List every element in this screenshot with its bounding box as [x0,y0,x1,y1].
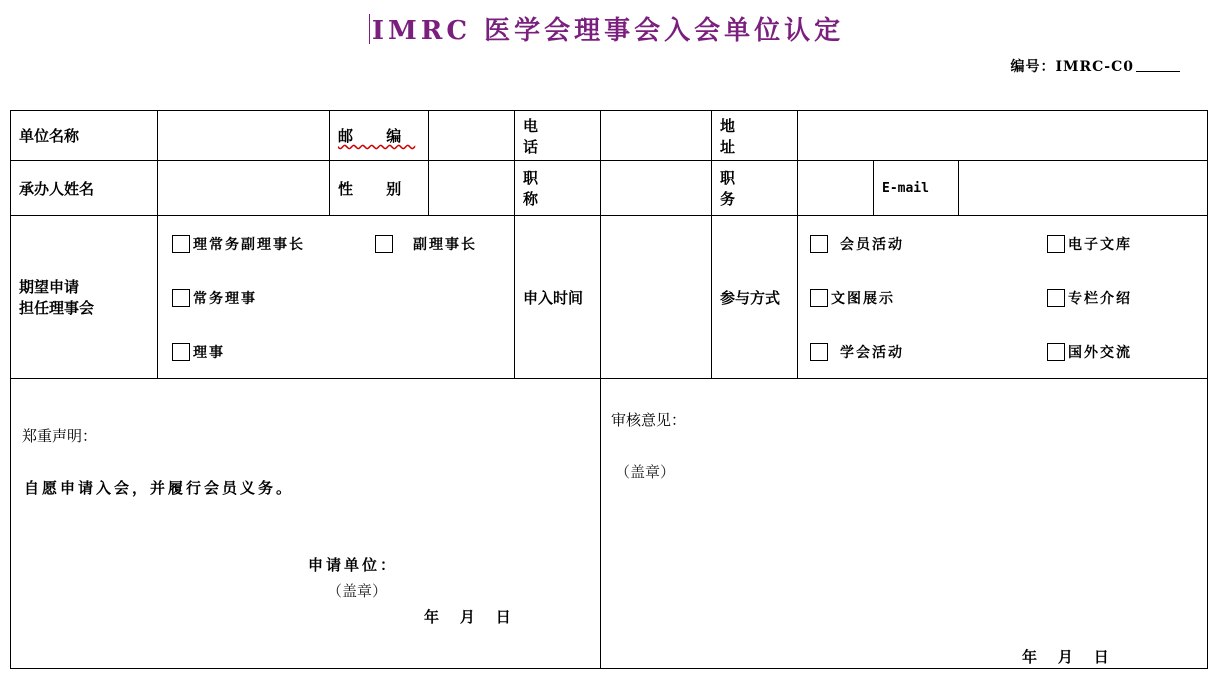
checkbox-vice-president[interactable] [375,235,393,253]
application-form-table [10,110,1208,669]
option-international-exchange-label: 国外交流 [1068,345,1132,361]
label-participation: 参与方式 [712,216,798,379]
checkbox-executive-vice-president[interactable] [172,235,190,253]
declaration-date: 年 月 日 [424,608,511,626]
checkbox-member-activities[interactable] [810,235,828,253]
option-exhibition-label: 文图展示 [831,291,895,307]
option-director[interactable] [172,342,225,362]
option-executive-vice-president[interactable] [172,234,305,254]
option-vice-president-label: 副理事长 [413,237,477,253]
label-postcode-text: 邮 编 [338,127,416,145]
option-international-exchange[interactable] [1047,342,1132,362]
label-address: 地 址 [712,111,798,161]
page-title [0,10,1213,47]
label-title-rank: 职 称 [515,161,601,216]
document-number-field[interactable] [1136,59,1180,72]
option-e-library[interactable] [1047,234,1132,254]
address-field[interactable] [798,111,1208,161]
unit-name-field[interactable] [158,111,330,161]
title-rank-field[interactable] [601,161,712,216]
review-date: 年 月 日 [1022,648,1109,666]
contact-name-field[interactable] [158,161,330,216]
label-email: E-mail [874,161,959,216]
checkbox-director[interactable] [172,343,190,361]
option-society-activities[interactable] [810,342,904,362]
option-member-activities-label: 会员活动 [840,237,904,253]
title-bar [369,14,370,44]
checkbox-international-exchange[interactable] [1047,343,1065,361]
review-heading: 审核意见： [611,411,687,429]
form-row-unit [11,111,1208,161]
option-exhibition[interactable] [810,288,895,308]
title-text: IMRC 医学会理事会入会单位认定 [371,16,845,46]
declaration-heading: 郑重声明： [22,427,98,445]
checkbox-standing-director[interactable] [172,289,190,307]
checkbox-e-library[interactable] [1047,235,1065,253]
checkbox-column-feature[interactable] [1047,289,1065,307]
label-position: 职 务 [712,161,798,216]
form-row-declaration [11,379,1208,669]
option-executive-vice-president-label: 理常务副理事长 [193,237,305,253]
document-number-label: 编号：IMRC-C0 [1010,59,1134,75]
document-number [1010,56,1180,76]
option-standing-director[interactable] [172,288,257,308]
label-contact-name: 承办人姓名 [11,161,158,216]
label-apply-time: 申入时间 [515,216,601,379]
position-field[interactable] [798,161,874,216]
phone-field[interactable] [601,111,712,161]
option-column-feature[interactable] [1047,288,1132,308]
apply-time-field[interactable] [601,216,712,379]
review-cell[interactable] [601,379,1208,669]
label-unit-name: 单位名称 [11,111,158,161]
label-gender: 性 别 [330,161,429,216]
option-vice-president[interactable] [375,234,477,254]
option-society-activities-label: 学会活动 [840,345,904,361]
option-member-activities[interactable] [810,234,904,254]
option-e-library-label: 电子文库 [1068,237,1132,253]
gender-field[interactable] [429,161,515,216]
declaration-cell [11,379,601,669]
form-row-options [11,216,1208,379]
label-expectation-line2: 担任理事会 [19,299,95,317]
checkbox-exhibition[interactable] [810,289,828,307]
declaration-text: 自愿申请入会，并履行会员义务。 [24,479,295,497]
applicant-seal-label: （盖章） [327,582,388,600]
email-field[interactable] [959,161,1208,216]
label-phone: 电 话 [515,111,601,161]
applicant-unit-label: 申请单位： [308,556,399,574]
label-expectation [11,216,158,379]
postcode-field[interactable] [429,111,515,161]
form-row-contact [11,161,1208,216]
checkbox-society-activities[interactable] [810,343,828,361]
participation-options [798,216,1208,379]
review-seal-label: （盖章） [615,463,676,481]
option-column-feature-label: 专栏介绍 [1068,291,1132,307]
option-director-label: 理事 [193,345,225,361]
label-postcode [330,111,429,161]
label-expectation-line1: 期望申请 [19,278,80,296]
expectation-options [158,216,515,379]
option-standing-director-label: 常务理事 [193,291,257,307]
